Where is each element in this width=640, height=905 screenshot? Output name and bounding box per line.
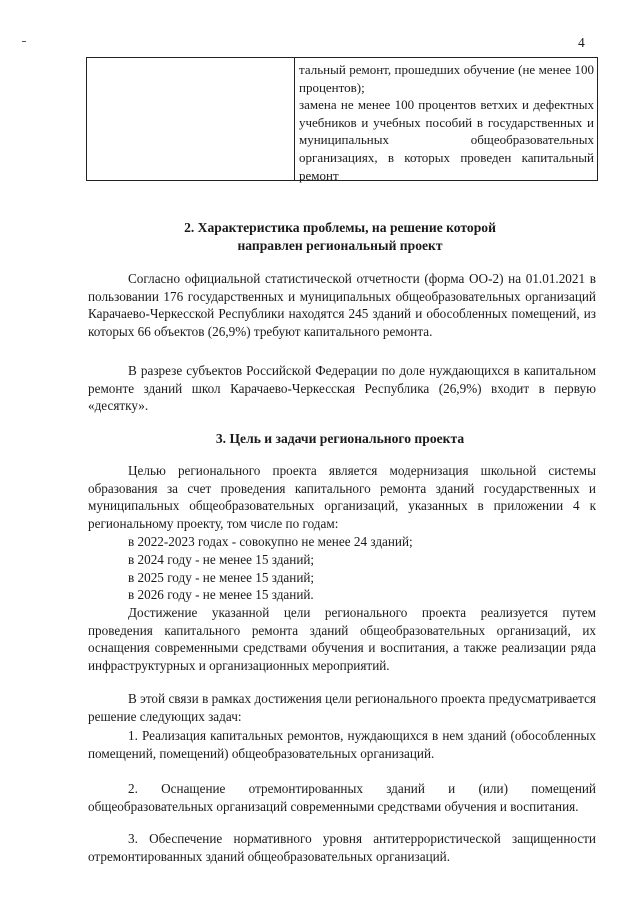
section-3-heading: 3. Цель и задачи регионального проекта (215, 431, 465, 446)
achievement-paragraph: Достижение указанной цели регионального проекта реализуется путем проведения капитального ремонта зданий общеобразовательных организаций, их оснащения современными средствами обучения и воспитания, а также реализации ряда инфраструктурных и организационных мероприятий. (88, 605, 596, 673)
section-2-heading-line-2: направлен региональный проект (237, 238, 443, 253)
task-item: 1. Реализация капитальных ремонтов, нуждающихся в нем зданий (обособленных помещений, помещений) общеобразовательных организаций. (88, 728, 596, 761)
section-2-paragraph: Согласно официальной статистической отчетности (форма ОО-2) на 01.01.2021 в пользовании 176 государственных и муниципальных общеобразовательных организаций Карачаево-Черкесской Республики находятся 245 зданий и обособленных помещений, из которых 66 объектов (26,9%) требуют капитального ремонта. (88, 271, 596, 339)
table-fragment (86, 57, 598, 181)
year-target-item: в 2026 году - не менее 15 зданий. (128, 587, 314, 602)
page-number: 4 (578, 35, 585, 50)
year-target-item: в 2022-2023 годах - совокупно не менее 24 зданий; (128, 534, 413, 549)
table-cell-text: тальный ремонт, прошедших обучение (не менее 100 процентов); (299, 62, 594, 95)
table-cell-right (295, 58, 597, 183)
task-item: 2. Оснащение отремонтированных зданий и (или) помещений общеобразовательных организаций современными средствами обучения и воспитания. (88, 781, 596, 814)
task-item: 3. Обеспечение нормативного уровня антитеррористической защищенности отремонтированных зданий общеобразовательных организаций. (88, 831, 596, 864)
scan-mark (22, 41, 26, 42)
section-2-paragraph: В разрезе субъектов Российской Федерации по доле нуждающихся в капитальном ремонте зданий школ Карачаево-Черкесская Республика (26,9%) входит в первую «десятку». (88, 363, 596, 414)
year-target-item: в 2025 году - не менее 15 зданий; (128, 570, 315, 585)
table-cell-text: замена не менее 100 процентов ветхих и дефектных учебников и учебных пособий в государственных и муниципальных общеобразовательных организациях, в которых проведен капитальный ремонт (299, 97, 594, 183)
year-target-item: в 2024 году - не менее 15 зданий; (128, 552, 315, 567)
tasks-intro-paragraph: В этой связи в рамках достижения цели регионального проекта предусматривается решение следующих задач: (88, 691, 596, 724)
table-cell-left (87, 58, 295, 180)
section-2-heading-line-1: 2. Характеристика проблемы, на решение которой (184, 220, 496, 235)
goal-paragraph: Целью регионального проекта является модернизация школьной системы образования за счет проведения капитального ремонта зданий государственных и муниципальных общеобразовательных организаций, указанных в приложении 4 к региональному проекту, том числе по годам: (88, 463, 596, 531)
